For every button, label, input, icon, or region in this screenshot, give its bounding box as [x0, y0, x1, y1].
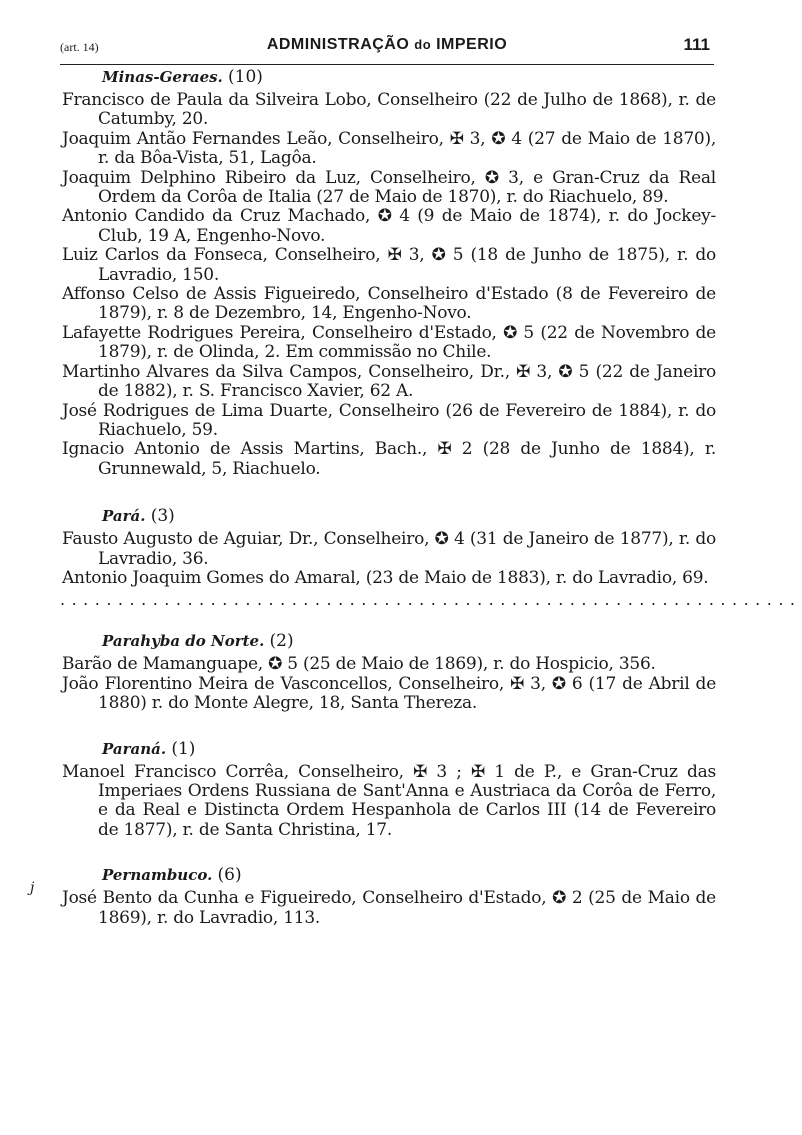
list-item: Martinho Alvares da Silva Campos, Conselheiro, Dr., ✠ 3, ✪ 5 (22 de Janeiro de 1882), r. S. Francisco Xavier, 62 A. [62, 361, 716, 402]
section-count: (1) [171, 738, 196, 759]
list-item: João Florentino Meira de Vasconcellos, Conselheiro, ✠ 3, ✪ 6 (17 de Abril de 1880) r. do Monte Alegre, 18, Santa Thereza. [62, 673, 716, 714]
section-title [60, 738, 716, 760]
header-title [60, 36, 714, 54]
section-title [60, 66, 716, 88]
list-item: Lafayette Rodrigues Pereira, Conselheiro d'Estado, ✪ 5 (22 de Novembro de 1879), r. de Olinda, 2. Em commissão no Chile. [62, 322, 716, 363]
page-content [60, 66, 802, 928]
margin-mark: j [30, 880, 35, 896]
list-item: Ignacio Antonio de Assis Martins, Bach., ✠ 2 (28 de Junho de 1884), r. Grunnewald, 5, Riachuelo. [62, 439, 716, 479]
section-count: (3) [150, 506, 175, 527]
section-count: (6) [217, 865, 242, 886]
section-spacer [60, 714, 716, 738]
section-spacer [60, 479, 716, 505]
section-spacer [60, 840, 716, 864]
header-title-part-a: ADMINISTRAÇÃO [266, 36, 410, 53]
section-count: (10) [228, 67, 263, 87]
list-item: José Bento da Cunha e Figueiredo, Conselheiro d'Estado, ✪ 2 (25 de Maio de 1869), r. do Lavradio, 113. [62, 888, 716, 928]
section-name: Parahyba do Norte. [102, 632, 265, 651]
section-spacer [60, 608, 716, 630]
section-title [60, 505, 716, 527]
list-item: Antonio Candido da Cruz Machado, ✪ 4 (9 de Maio de 1874), r. do Jockey-Club, 19 A, Engenho-Novo. [62, 206, 716, 246]
section-name: Minas-Geraes. [102, 68, 223, 86]
list-item: Fausto Augusto de Aguiar, Dr., Conselheiro, ✪ 4 (31 de Janeiro de 1877), r. do Lavradio, 36. [62, 529, 716, 569]
list-item: Joaquim Delphino Ribeiro da Luz, Conselheiro, ✪ 3, e Gran-Cruz da Real Ordem da Corôa de Italia (27 de Maio de 1870), r. do Riachuelo, 89. [62, 167, 716, 208]
section-pernambuco [60, 864, 716, 928]
list-item: José Rodrigues de Lima Duarte, Conselheiro (26 de Fevereiro de 1884), r. do Riachuelo, 59. [62, 400, 716, 440]
section-minas-geraes [60, 66, 716, 479]
header-article-ref: (art. 14) [60, 40, 99, 54]
dotted-separator: ................................................................ [60, 590, 802, 610]
list-item: Barão de Mamanguape, ✪ 5 (25 de Maio de 1869), r. do Hospicio, 356. [62, 654, 656, 675]
section-name: Pernambuco. [102, 866, 213, 885]
list-item: Luiz Carlos da Fonseca, Conselheiro, ✠ 3, ✪ 5 (18 de Junho de 1875), r. do Lavradio, 150. [62, 245, 716, 285]
section-title [60, 864, 716, 886]
list-item: Francisco de Paula da Silveira Lobo, Conselheiro (22 de Julho de 1868), r. de Catumby, 20. [62, 90, 716, 130]
header-title-part-b: do [414, 37, 432, 52]
header-title-part-c: IMPERIO [436, 36, 508, 53]
list-item: Joaquim Antão Fernandes Leão, Conselheiro, ✠ 3, ✪ 4 (27 de Maio de 1870), r. da Bôa-Vista, 51, Lagôa. [62, 128, 716, 169]
section-count: (2) [269, 631, 294, 652]
running-header [60, 34, 714, 65]
section-parana [60, 738, 716, 841]
section-para [60, 505, 802, 610]
page-number: 111 [683, 35, 710, 54]
section-name: Paraná. [102, 739, 167, 758]
list-item: Antonio Joaquim Gomes do Amaral, (23 de Maio de 1883), r. do Lavradio, 69. [62, 567, 709, 588]
section-name: Pará. [102, 507, 146, 526]
list-item: Manoel Francisco Corrêa, Conselheiro, ✠ 3 ; ✠ 1 de P., e Gran-Cruz das Imperiaes Ordens Russiana de Sant'Anna e Austriaca da Corôa de Ferro, e da Real e Distincta Ordem Hespanhola de Carlos III (14 de Fevereiro de 1877), r. de Santa Christina, 17. [62, 761, 716, 840]
list-item: Affonso Celso de Assis Figueiredo, Conselheiro d'Estado (8 de Fevereiro de 1879), r. 8 de Dezembro, 14, Engenho-Novo. [62, 284, 716, 324]
section-parahyba-do-norte [60, 630, 716, 713]
section-title [60, 630, 716, 652]
